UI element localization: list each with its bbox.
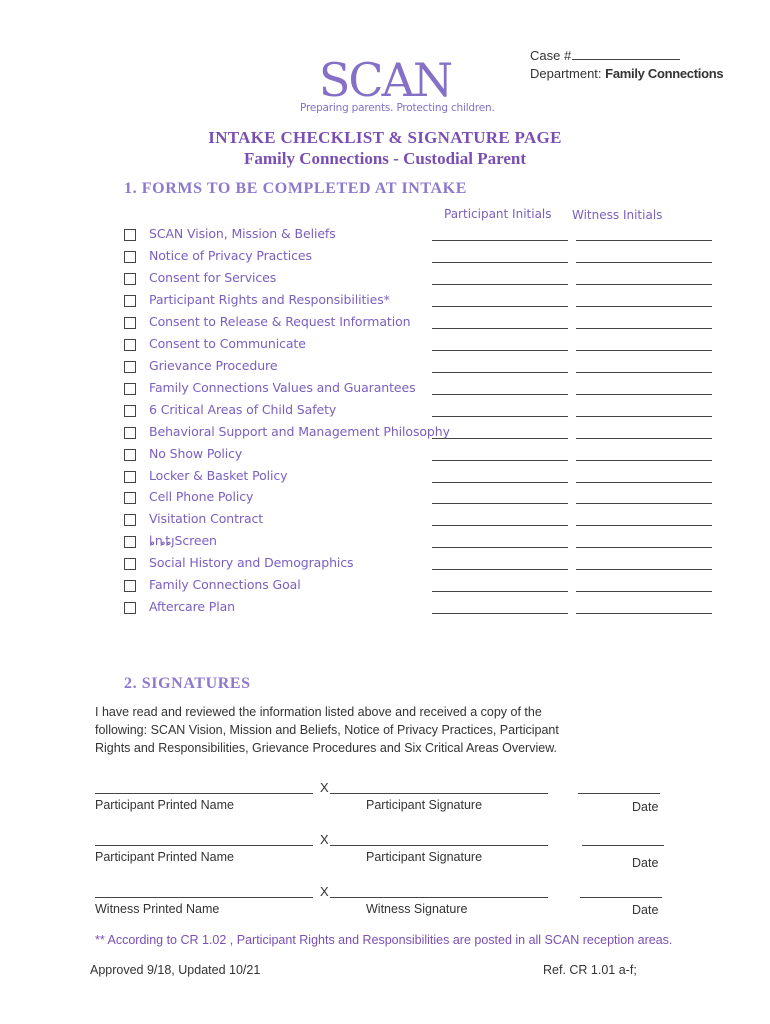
signature-x-mark: X (320, 832, 329, 847)
printed-name-caption: Participant Printed Name (95, 798, 234, 812)
checklist-item-label: Consent to Communicate (149, 336, 306, 351)
signature-line[interactable] (330, 793, 548, 794)
witness-initials-line[interactable] (576, 569, 712, 570)
participant-initials-line[interactable] (432, 613, 568, 614)
witness-initials-line[interactable] (576, 328, 712, 329)
checklist-row (124, 248, 724, 270)
printed-name-caption: Participant Printed Name (95, 850, 234, 864)
witness-initials-line[interactable] (576, 416, 712, 417)
department-value: Family Connections (605, 66, 724, 81)
date-caption: Date (632, 856, 659, 870)
case-label: Case # (530, 48, 572, 63)
checklist-row (124, 446, 724, 468)
witness-initials-line[interactable] (576, 591, 712, 592)
checkbox[interactable] (124, 295, 136, 307)
department-label: Department: (530, 66, 602, 81)
checklist-row (124, 314, 724, 336)
participant-initials-line[interactable] (432, 306, 568, 307)
checklist-row (124, 380, 724, 402)
signature-line[interactable] (330, 845, 548, 846)
witness-initials-line[interactable] (576, 284, 712, 285)
witness-initials-line[interactable] (576, 460, 712, 461)
witness-initials-line[interactable] (576, 482, 712, 483)
checkbox[interactable] (124, 317, 136, 329)
participant-initials-line[interactable] (432, 240, 568, 241)
checklist-item-label: Family Connections Values and Guarantees (149, 380, 416, 395)
signature-caption: Participant Signature (366, 798, 483, 812)
participant-initials-line[interactable] (432, 328, 568, 329)
checkbox[interactable] (124, 449, 136, 461)
witness-initials-header: Witness Initials (572, 208, 663, 222)
checkbox[interactable] (124, 558, 136, 570)
checklist-item-label: Aftercare Plan (149, 599, 235, 614)
participant-initials-line[interactable] (432, 262, 568, 263)
approval-date: Approved 9/18, Updated 10/21 (90, 963, 261, 977)
checkbox[interactable] (124, 492, 136, 504)
checklist-item-label: 6 Critical Areas of Child Safety (149, 402, 337, 417)
participant-initials-line[interactable] (432, 350, 568, 351)
date-line[interactable] (582, 845, 664, 846)
printed-name-line[interactable] (95, 897, 313, 898)
checklist-item-label: Grievance Procedure (149, 358, 278, 373)
forms-section-heading: 1. FORMS TO BE COMPLETED AT INTAKE (124, 180, 467, 197)
checklist-row (124, 336, 724, 358)
witness-initials-line[interactable] (576, 240, 712, 241)
checklist-row (124, 533, 724, 555)
checklist-item-label: Locker & Basket Policy (149, 468, 288, 483)
date-caption: Date (632, 800, 659, 814)
checklist-item-label: SCAN Vision, Mission & Beliefs (149, 226, 336, 241)
signature-x-mark: X (320, 884, 329, 899)
logo-wordmark: SCAN (318, 53, 452, 107)
checklist-item-label: Social History and Demographics (149, 555, 354, 570)
page-title: INTAKE CHECKLIST & SIGNATURE PAGE (208, 128, 562, 147)
checklist-item-label: Consent to Release & Request Information (149, 314, 411, 329)
signature-line[interactable] (330, 897, 548, 898)
page-subtitle: Family Connections - Custodial Parent (243, 149, 527, 168)
witness-initials-line[interactable] (576, 262, 712, 263)
checkbox[interactable] (124, 536, 136, 548)
case-line[interactable] (572, 48, 680, 60)
checkbox[interactable] (124, 361, 136, 373)
checkbox[interactable] (124, 383, 136, 395)
printed-name-line[interactable] (95, 793, 313, 794)
checkbox[interactable] (124, 580, 136, 592)
witness-initials-line[interactable] (576, 438, 712, 439)
department-field (530, 66, 723, 81)
checkbox[interactable] (124, 339, 136, 351)
checklist-item-label: Family Connections Goal (149, 577, 301, 592)
checklist-row (124, 511, 724, 533)
checklist-item-label: Visitation Contract (149, 511, 264, 526)
witness-initials-line[interactable] (576, 613, 712, 614)
participant-initials-line[interactable] (432, 591, 568, 592)
participant-initials-line[interactable] (432, 525, 568, 526)
logo-tagline: Preparing parents. Protecting children. (300, 102, 495, 114)
checklist-row (124, 599, 724, 621)
checkbox[interactable] (124, 602, 136, 614)
witness-initials-line[interactable] (576, 503, 712, 504)
reception-note: ** According to CR 1.02 , Participant Rights and Responsibilities are posted in all SCAN reception areas. (95, 933, 673, 947)
checklist-row (124, 270, 724, 292)
checklist-row (124, 555, 724, 577)
participant-initials-line[interactable] (432, 503, 568, 504)
checklist-row (124, 226, 724, 248)
participant-initials-line[interactable] (432, 416, 568, 417)
witness-initials-line[interactable] (576, 547, 712, 548)
checkbox[interactable] (124, 427, 136, 439)
date-line[interactable] (580, 897, 662, 898)
checklist-row (124, 292, 724, 314)
checklist-row (124, 424, 724, 446)
case-number-field (530, 48, 680, 63)
signatures-section-heading: 2. SIGNATURES (124, 675, 251, 692)
checklist-item-label: Consent for Services (149, 270, 277, 285)
participant-initials-line[interactable] (432, 372, 568, 373)
printed-name-caption: Witness Printed Name (95, 902, 220, 916)
checklist-item-label: Cell Phone Policy (149, 489, 254, 504)
participant-initials-line[interactable] (432, 547, 568, 548)
signature-x-mark: X (320, 780, 329, 795)
checkbox[interactable] (124, 273, 136, 285)
checklist-row (124, 402, 724, 424)
witness-initials-line[interactable] (576, 372, 712, 373)
witness-initials-line[interactable] (576, 525, 712, 526)
participant-initials-line[interactable] (432, 482, 568, 483)
witness-initials-line[interactable] (576, 306, 712, 307)
checkbox[interactable] (124, 251, 136, 263)
checklist-item-label: Behavioral Support and Management Philosophy (149, 424, 450, 439)
checklist-row (124, 577, 724, 599)
checklist-item-label: No Show Policy (149, 446, 243, 461)
checkbox[interactable] (124, 514, 136, 526)
signature-caption: Witness Signature (366, 902, 468, 916)
scan-logo (300, 53, 495, 114)
reference-code: Ref. CR 1.01 a-f; (543, 963, 637, 977)
checklist-item-label: ȴȵȶȷScreen (149, 533, 217, 548)
checkbox[interactable] (124, 229, 136, 241)
printed-name-line[interactable] (95, 845, 313, 846)
participant-initials-header: Participant Initials (444, 207, 552, 221)
participant-initials-line[interactable] (432, 394, 568, 395)
participant-initials-line[interactable] (432, 460, 568, 461)
date-line[interactable] (578, 793, 660, 794)
checklist-item-label: Participant Rights and Responsibilities* (149, 292, 390, 307)
participant-initials-line[interactable] (432, 438, 568, 439)
participant-initials-line[interactable] (432, 569, 568, 570)
checklist-row (124, 358, 724, 380)
participant-initials-line[interactable] (432, 284, 568, 285)
witness-initials-line[interactable] (576, 350, 712, 351)
acknowledgement-paragraph: I have read and reviewed the information listed above and received a copy of the following: SCAN Vision, Mission and Beliefs, Notice of Privacy Practices, Participant Rights and Responsibilities, Grievance Procedures and Six Critical Areas Overview. (95, 705, 559, 755)
checkbox[interactable] (124, 471, 136, 483)
signature-caption: Participant Signature (366, 850, 483, 864)
witness-initials-line[interactable] (576, 394, 712, 395)
checkbox[interactable] (124, 405, 136, 417)
checklist-row (124, 468, 724, 490)
checklist-item-label: Notice of Privacy Practices (149, 248, 312, 263)
date-caption: Date (632, 903, 659, 917)
checklist-row (124, 489, 724, 511)
